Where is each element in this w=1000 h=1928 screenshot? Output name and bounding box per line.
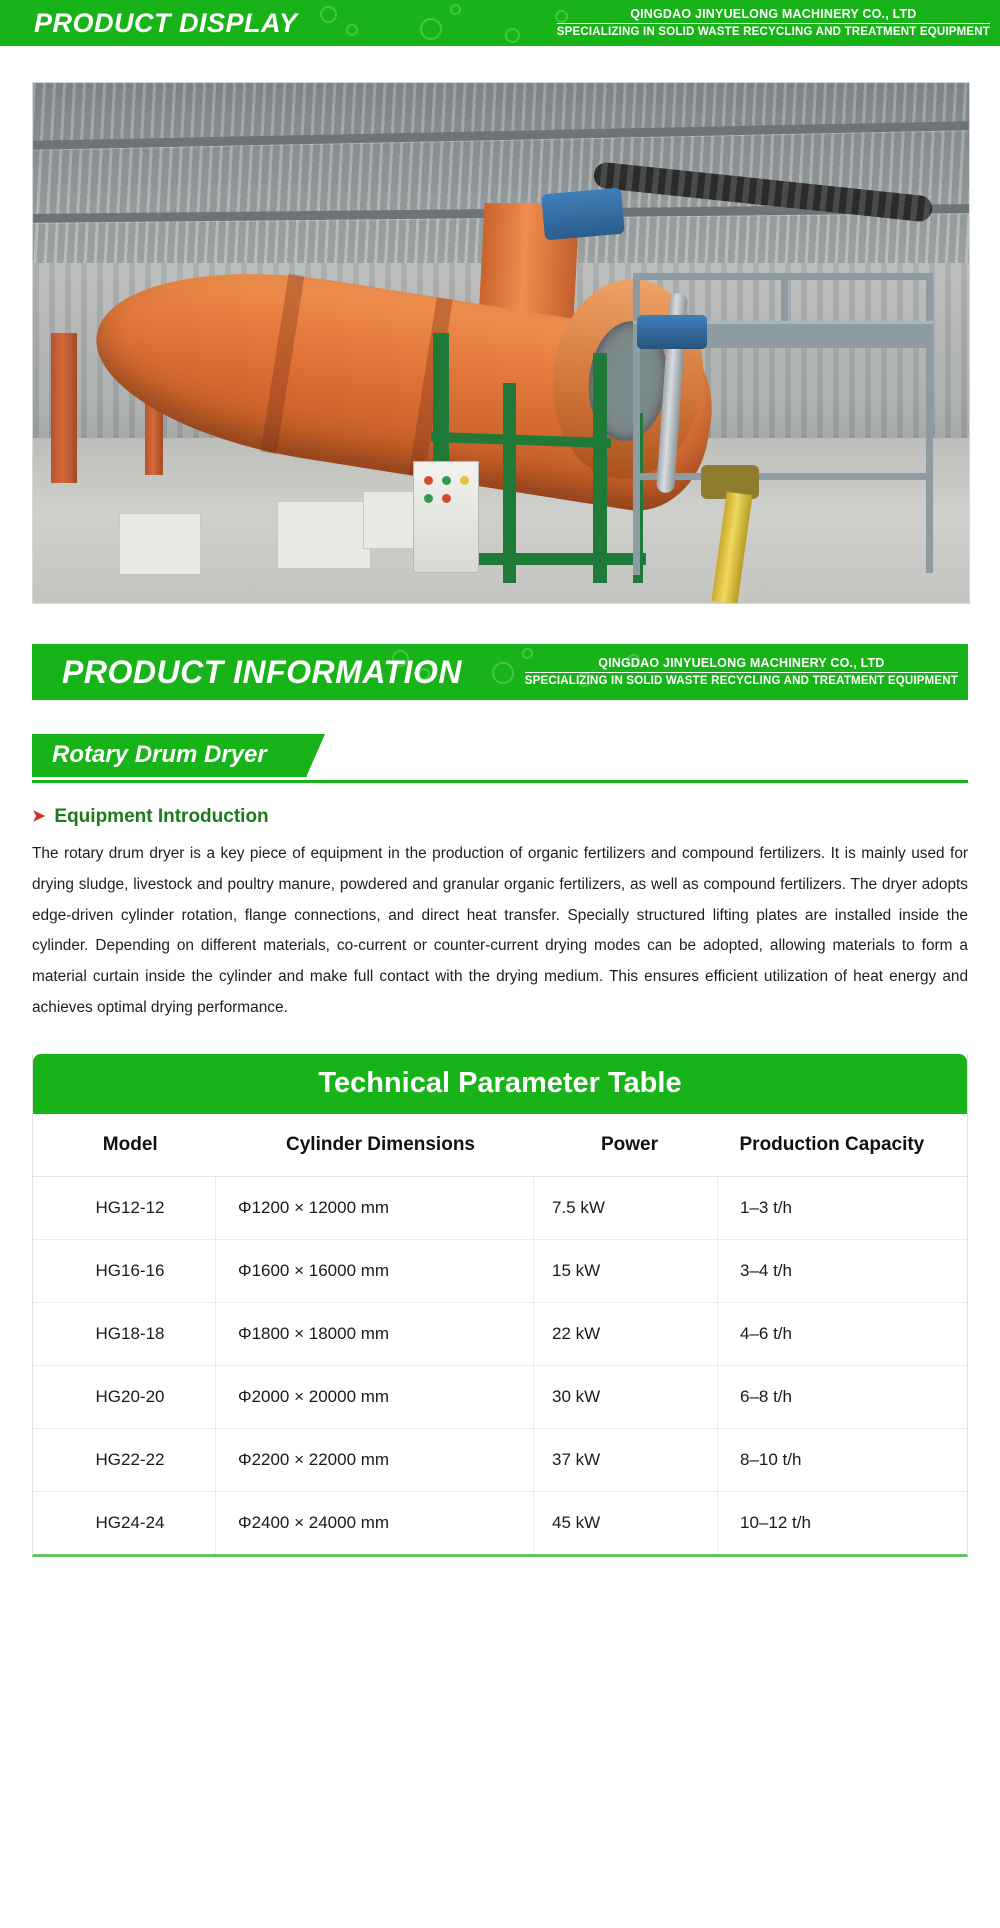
product-name-tab: Rotary Drum Dryer [32, 734, 307, 777]
table-cell: 37 kW [534, 1428, 718, 1491]
table-cell: 30 kW [534, 1365, 718, 1428]
table-cell: 10–12 t/h [740, 1512, 811, 1532]
table-header-row [33, 1114, 967, 1177]
table-cell: Φ1200 × 12000 mm [216, 1176, 534, 1239]
product-photo-container [0, 46, 1000, 604]
arrow-right-icon: ➤ [32, 808, 46, 825]
table-cell: 1–3 t/h [718, 1176, 968, 1239]
table-row [33, 1365, 967, 1428]
company-name: QINGDAO JINYUELONG MACHINERY CO., LTD [630, 6, 917, 21]
technical-parameter-table [32, 1054, 968, 1557]
table-column-header: Model [33, 1114, 216, 1177]
table-cell: HG24-24 [33, 1491, 216, 1554]
product-information-banner [32, 644, 968, 700]
table-cell: Φ2400 × 24000 mm [216, 1491, 534, 1554]
company-identity [525, 656, 968, 689]
table-cell: 15 kW [534, 1239, 718, 1302]
table-row [33, 1239, 967, 1302]
drive-motor [541, 188, 625, 241]
table-header [33, 1114, 967, 1177]
table-cell: HG12-12 [33, 1176, 216, 1239]
table-cell: HG22-22 [33, 1428, 216, 1491]
intro-heading-label: Equipment Introduction [54, 806, 269, 827]
company-tagline: SPECIALIZING IN SOLID WASTE RECYCLING AND TREATMENT EQUIPMENT [557, 23, 990, 39]
equipment-introduction-heading [32, 806, 968, 828]
company-identity [557, 7, 1000, 40]
product-information-banner-wrap [0, 604, 1000, 700]
table-cell: 45 kW [534, 1491, 718, 1554]
table-cell: Φ1600 × 16000 mm [216, 1239, 534, 1302]
table-cell: 8–10 t/h [718, 1428, 968, 1491]
table-row [33, 1176, 967, 1239]
table-cell: 22 kW [534, 1302, 718, 1365]
gearbox [637, 315, 707, 349]
table-cell: Φ2000 × 20000 mm [216, 1365, 534, 1428]
table-body [33, 1176, 967, 1554]
table-row [33, 1428, 967, 1491]
table-cell: 6–8 t/h [718, 1365, 968, 1428]
parameter-table [33, 1114, 967, 1554]
table-column-header: Power [534, 1114, 718, 1177]
table-cell: Φ1800 × 18000 mm [216, 1302, 534, 1365]
banner-title: PRODUCT DISPLAY [34, 7, 298, 38]
table-column-header: Cylinder Dimensions [216, 1114, 534, 1177]
table-cell: HG20-20 [33, 1365, 216, 1428]
company-name: QINGDAO JINYUELONG MACHINERY CO., LTD [598, 655, 885, 670]
divider [32, 780, 968, 783]
table-cell: 4–6 t/h [718, 1302, 968, 1365]
product-name-header [32, 734, 968, 780]
table-cell: 7.5 kW [534, 1176, 718, 1239]
banner-title: PRODUCT INFORMATION [62, 653, 462, 690]
table-cell: HG18-18 [33, 1302, 216, 1365]
product-photo [32, 82, 970, 604]
table-row [33, 1302, 967, 1365]
table-row [33, 1491, 967, 1554]
table-column-header: Production Capacity [718, 1114, 968, 1177]
company-tagline: SPECIALIZING IN SOLID WASTE RECYCLING AND TREATMENT EQUIPMENT [525, 672, 958, 688]
table-cell: Φ2200 × 22000 mm [216, 1428, 534, 1491]
equipment-introduction-text: The rotary drum dryer is a key piece of equipment in the production of organic fertilizers and compound fertilizers. It is mainly used for drying sludge, livestock and poultry manure, powdered and granular organic fertilizers, as well as compound fertilizers. The dryer adopts edge-driven cylinder rotation, flange connections, and direct heat transfer. Specially structured lifting plates are installed inside the cylinder. Depending on different materials, co-current or counter-current drying modes can be adopted, allowing materials to form a material curtain inside the cylinder and make full contact with the drying medium. This ensures efficient utilization of heat energy and achieves optimal drying performance. [32, 845, 968, 1017]
table-title: Technical Parameter Table [33, 1054, 967, 1114]
table-cell: HG16-16 [33, 1239, 216, 1302]
product-display-banner [0, 0, 1000, 46]
table-cell: 3–4 t/h [718, 1239, 968, 1302]
product-information-section [0, 734, 1000, 1557]
control-cabinet [413, 461, 479, 573]
